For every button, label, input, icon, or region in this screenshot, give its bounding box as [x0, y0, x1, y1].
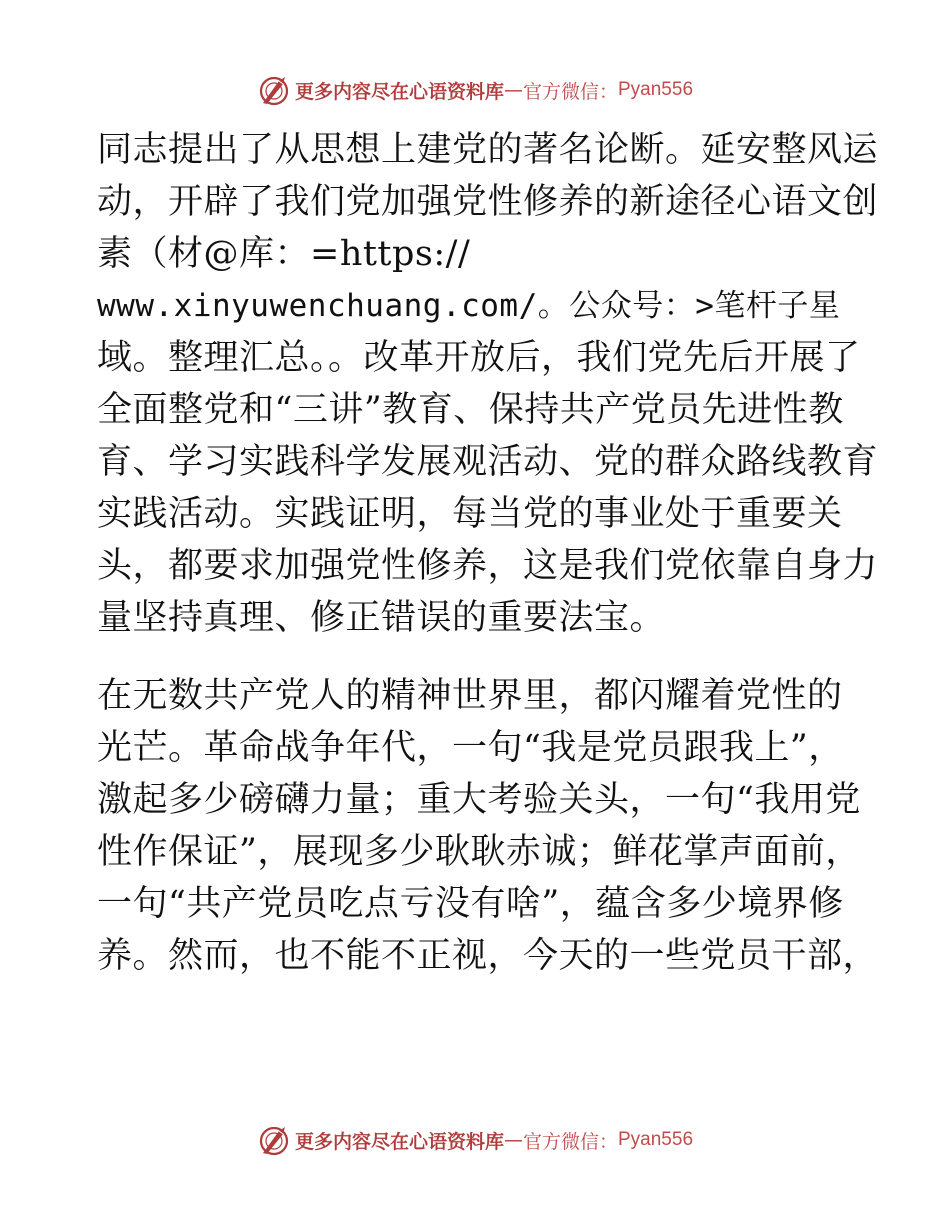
text-line: 量坚持真理、修正错误的重要法宝。	[97, 598, 666, 638]
footer-separator: —	[503, 1129, 523, 1151]
text-line: 一句“共产党员吃点亏没有啥”，蕴含多少境界修	[97, 884, 844, 924]
text-line: 实践活动。实践证明，每当党的事业处于重要关	[97, 494, 843, 534]
text-line: 养。然而，也不能不正视，今天的一些党员干部，	[97, 936, 879, 976]
header-wechat-id: Pyan556	[618, 79, 694, 100]
text-line: 全面整党和“三讲”教育、保持共产党员先进性教	[97, 390, 844, 430]
text-line: 激起多少磅礴力量；重大考验关头，一句“我用党	[97, 780, 861, 820]
text-line: 同志提出了从思想上建党的著名论断。延安整风运	[97, 130, 879, 170]
footer-banner	[0, 1120, 950, 1160]
text-line: 性作保证”，展现多少耿耿赤诚；鲜花掌声面前，	[97, 832, 861, 872]
document-body	[97, 124, 879, 982]
paragraph-2	[97, 670, 879, 982]
quill-pen-logo-icon	[257, 73, 291, 107]
header-banner	[0, 70, 950, 110]
url-text-line: www.xinyuwenchuang.com/。公众号：>笔杆子星	[97, 288, 841, 324]
footer-wechat-id: Pyan556	[618, 1129, 694, 1150]
paragraph-spacer	[97, 644, 857, 670]
quill-pen-logo-icon	[257, 1123, 291, 1157]
text-line: 头，都要求加强党性修养，这是我们党依靠自身力	[97, 546, 879, 586]
header-separator: —	[503, 79, 523, 101]
header-site-text: 更多内容尽在心语资料库	[294, 80, 504, 103]
text-line: 素（材@库：=https://	[97, 234, 471, 274]
text-line: 光芒。革命战争年代，一句“我是党员跟我上”，	[97, 728, 844, 768]
text-line: 育、学习实践科学发展观活动、党的群众路线教育	[97, 442, 879, 482]
paragraph-1	[97, 124, 879, 644]
footer-site-text: 更多内容尽在心语资料库	[294, 1130, 504, 1153]
text-line: 动，开辟了我们党加强党性修养的新途径心语文创	[97, 182, 879, 222]
header-wechat-label: 官方微信：	[522, 80, 618, 103]
text-line: 域。整理汇总。。改革开放后，我们党先后开展了	[97, 338, 861, 378]
text-line: 在无数共产党人的精神世界里，都闪耀着党性的	[97, 676, 843, 716]
footer-wechat-label: 官方微信：	[522, 1130, 618, 1153]
